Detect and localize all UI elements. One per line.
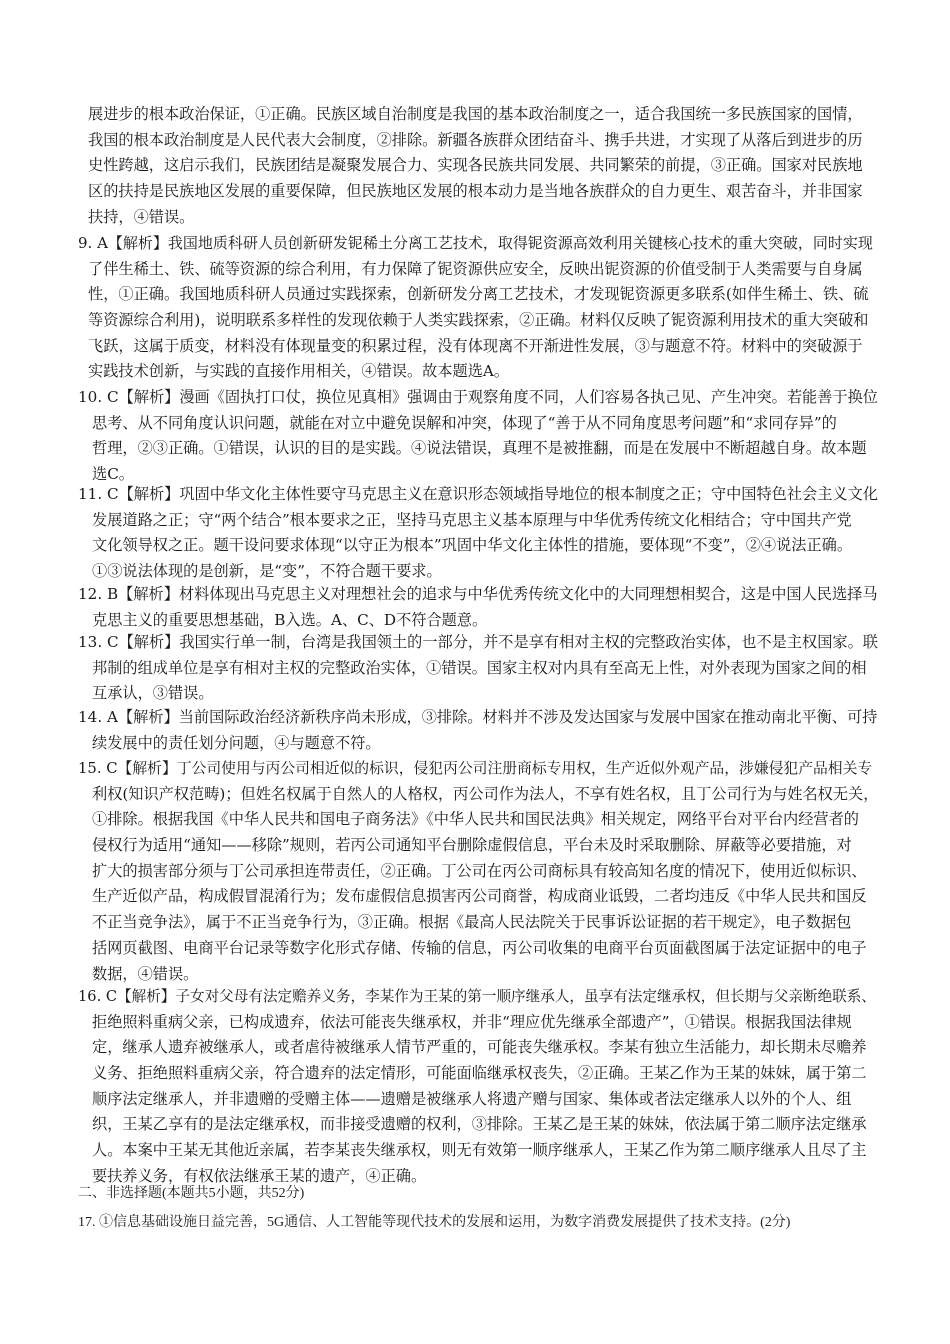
- text-line: 展进步的根本政治保证，①正确。民族区域自治制度是我国的基本政治制度之一，适合我国统一多民族国家的国情，: [88, 105, 863, 123]
- text-line: 互承认，③错误。: [92, 684, 214, 703]
- answer-q12: [78, 582, 878, 633]
- section-heading: 二、非选择题(本题共5小题，共52分): [78, 1186, 305, 1201]
- text-line: 续发展中的责任划分问题，④与题意不符。: [92, 733, 381, 752]
- text-line: 发展道路之正；守“两个结合”根本要求之正，坚持马克思主义基本原理与中华优秀传统文化相结合；守中国共产党: [92, 510, 852, 529]
- text-line: 哲理，②③正确。①错误，认识的目的是实践。④说法错误，真理不是被推翻，而是在发展中不断超越自身。故本题: [92, 439, 867, 458]
- answer-first-line: 13. C【解析】我国实行单一制，台湾是我国领土的一部分，并不是享有相对主权的完整政治实体，也不是主权国家。联: [78, 633, 878, 651]
- text-line: 飞跃，这属于质变，材料没有体现量变的积累过程，没有体现离不开渐进性发展，③与题意不符。材料中的突破源于: [88, 336, 863, 355]
- text-line: 拒绝照料重病父亲，已构成遗弃，依法可能丧失继承权，并非“理应优先继承全部遗产”，①错误。根据我国法律规: [92, 1012, 852, 1031]
- answer-q11: [78, 482, 878, 585]
- text-line: ①排除。根据我国《中华人民共和国电子商务法》《中华人民共和国民法典》相关规定，网络平台对平台内经营者的: [92, 810, 859, 829]
- text-line: 人。本案中王某无其他近亲属，若李某丧失继承权，则无有效第一顺序继承人，王某乙作为第二顺序继承人且尽了主: [92, 1141, 867, 1160]
- answer-q17: 17. ①信息基础设施日益完善，5G通信、人工智能等现代技术的发展和运用，为数字消费发展提供了技术支持。(2分): [78, 1215, 791, 1230]
- answer-q16: [78, 984, 878, 1190]
- answer-first-line: 15. C【解析】丁公司使用与丙公司相近似的标识，侵犯丙公司注册商标专用权，生产近似外观产品，涉嫌侵犯产品相关专: [78, 760, 873, 777]
- text-line: 实践技术创新，与实践的直接作用相关，④错误。故本题选A。: [88, 362, 510, 381]
- text-line: 生产近似产品，构成假冒混淆行为；发布虚假信息损害丙公司商誉，构成商业诋毁，二者均违反《中华人民共和国反: [92, 887, 867, 906]
- text-line: 数据，④错误。: [92, 964, 199, 983]
- text-line: 定，继承人遗弃被继承人，或者虐待被继承人情节严重的，可能丧失继承权。李某有独立生活能力，却长期未尽赡养: [92, 1038, 867, 1057]
- answer-q14: [78, 705, 878, 756]
- answer-q13: [78, 630, 878, 707]
- answer-first-line: 14. A【解析】当前国际政治经济新秩序尚未形成，③排除。材料并不涉及发达国家与发展中国家在推动南北平衡、可持: [78, 708, 878, 726]
- answer-q10: [78, 385, 878, 488]
- text-line: 顺序法定继承人，并非遗赠的受赠主体——遗赠是被继承人将遗产赠与国家、集体或者法定继承人以外的个人、组: [92, 1089, 852, 1108]
- answer-first-line: 12. B【解析】材料体现出马克思主义对理想社会的追求与中华优秀传统文化中的大同理想相契合，这是中国人民选择马: [78, 585, 878, 603]
- text-line: 不正当竞争法》，属于不正当竞争行为，③正确。根据《最高人民法院关于民事诉讼证据的若干规定》，电子数据包: [92, 913, 852, 932]
- text-line: 括网页截图、电商平台记录等数字化形式存储、传输的信息，丙公司收集的电商平台页面截图属于法定证据中的电子: [92, 938, 867, 957]
- answer-q15: [78, 756, 878, 987]
- answer-first-line: 16. C【解析】子女对父母有法定赡养义务，李某作为王某的第一顺序继承人，虽享有法定继承权，但长期与父亲断绝联系、: [78, 988, 876, 1005]
- answer-q9: [78, 231, 878, 385]
- text-line: 性，①正确。我国地质科研人员通过实践探索，创新研发分离工艺技术，才发现铌资源更多联系(如伴生稀土、铁、硫: [88, 285, 869, 304]
- text-line: 选C。: [92, 465, 134, 484]
- text-line: 要扶养义务，有权依法继承王某的遗产，④正确。: [92, 1166, 427, 1185]
- answer-first-line: 9. A【解析】我国地质科研人员创新研发铌稀土分离工艺技术，取得铌资源高效利用关键核心技术的重大突破，同时实现: [78, 234, 873, 252]
- text-line: 扩大的损害部分须与丁公司承担连带责任，②正确。丁公司在丙公司商标具有较高知名度的情况下，使用近似标识、: [92, 861, 867, 880]
- text-line: 织，王某乙享有的是法定继承权，而非接受遗赠的权利，③排除。王某乙是王某的妹妹，依法属于第二顺序法定继承: [92, 1115, 867, 1134]
- text-line: ①③说法体现的是创新，是“变”，不符合题干要求。: [92, 562, 442, 581]
- text-line: 了伴生稀土、铁、硫等资源的综合利用，有力保障了铌资源供应安全，反映出铌资源的价值受制于人类需要与自身属: [88, 259, 863, 278]
- continuation-q8: [78, 102, 878, 230]
- text-line: 利权(知识产权范畴)；但姓名权属于自然人的人格权，丙公司作为法人，不享有姓名权，且丁公司行为与姓名权无关，: [92, 784, 878, 803]
- text-line: 史性跨越，这启示我们，民族团结是凝聚发展合力、实现各民族共同发展、共同繁荣的前提，③正确。国家对民族地: [88, 156, 863, 175]
- text-line: 区的扶持是民族地区发展的重要保障，但民族地区发展的根本动力是当地各族群众的自力更生、艰苦奋斗，并非国家: [88, 182, 863, 201]
- text-line: 扶持，④错误。: [88, 207, 195, 226]
- text-line: 邦制的组成单位是享有相对主权的完整政治实体，①错误。国家主权对内具有至高无上性，对外表现为国家之间的相: [92, 658, 867, 677]
- text-line: 等资源综合利用)，说明联系多样性的发现依赖于人类实践探索，②正确。材料仅反映了铌资源利用技术的重大突破和: [88, 311, 869, 330]
- text-line: 我国的根本政治制度是人民代表大会制度，②排除。新疆各族群众团结奋斗、携手共进，才实现了从落后到进步的历: [88, 130, 863, 149]
- text-line: 文化领导权之正。题干设问要求体现“以守正为根本”巩固中华文化主体性的措施，要体现“不变”，②④说法正确。: [92, 536, 853, 555]
- text-line: 侵权行为适用“通知——移除”规则，若丙公司通知平台删除虚假信息，平台未及时采取删除、屏蔽等必要措施，对: [92, 836, 852, 855]
- text-line: 义务、拒绝照料重病父亲，符合遗弃的法定情形，可能面临继承权丧失，②正确。王某乙作为王某的妹妹，属于第二: [92, 1064, 867, 1083]
- text-line: 思考、从不同角度认识问题，就能在对立中避免误解和冲突，体现了“善于从不同角度思考问题”和“求同存异”的: [92, 413, 837, 432]
- text-line: 克思主义的重要思想基础，B入选。A、C、D不符合题意。: [92, 610, 488, 629]
- answer-first-line: 10. C【解析】漫画《固执打口仗，换位见真相》强调由于观察角度不同，人们容易各执己见、产生冲突。若能善于换位: [78, 388, 878, 406]
- answer-first-line: 11. C【解析】巩固中华文化主体性要守马克思主义在意识形态领域指导地位的根本制度之正；守中国特色社会主义文化: [78, 485, 878, 503]
